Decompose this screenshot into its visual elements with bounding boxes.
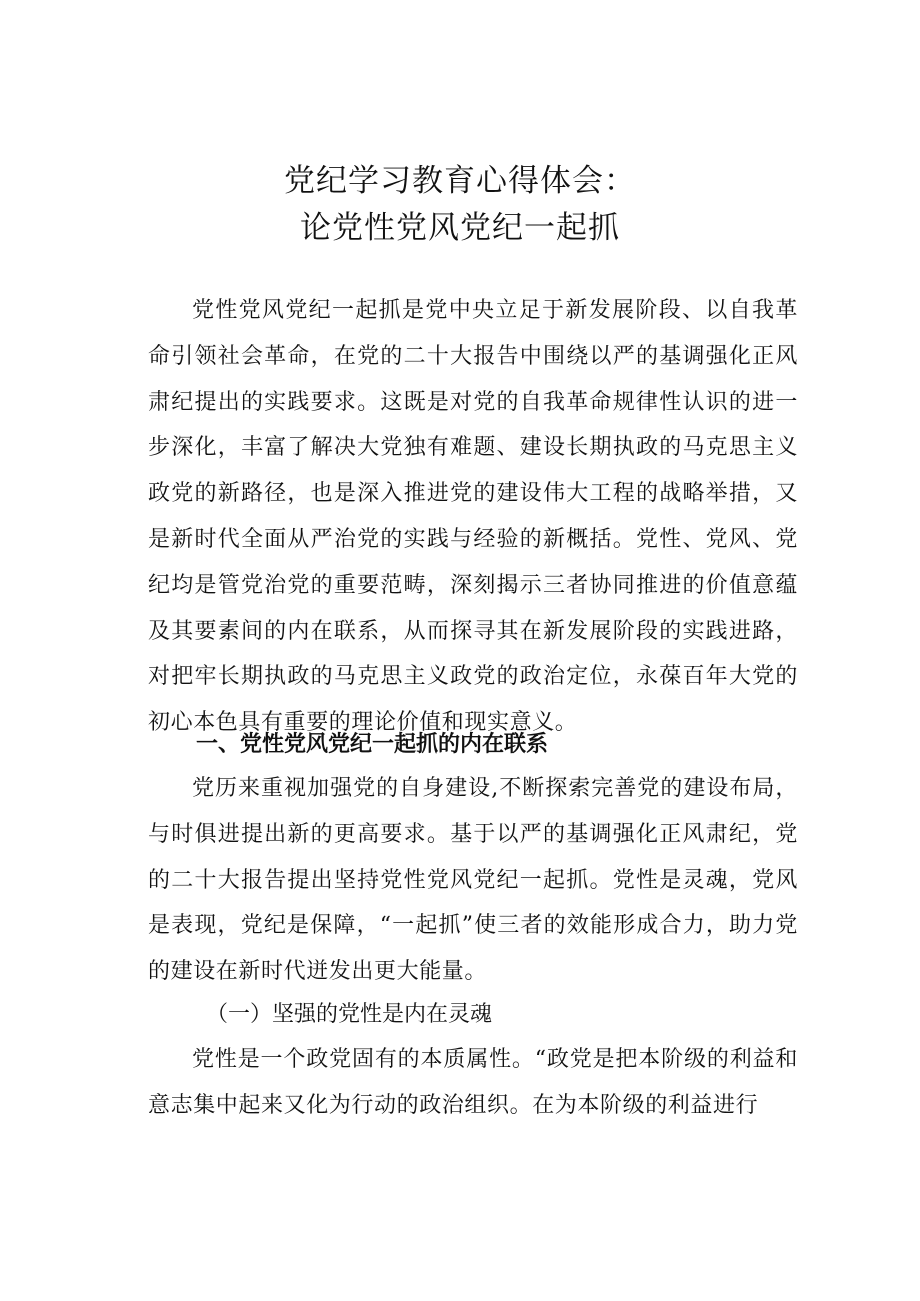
subsection-heading-1: （一）坚强的党性是内在灵魂 — [206, 1002, 493, 1027]
section-heading-1: 一、党性党风党纪一起抓的内在联系 — [196, 732, 549, 757]
document-title-line1: 党纪学习教育心得体会： — [284, 163, 636, 199]
subsection-1-paragraph: 党性是一个政党固有的本质属性。“政党是把本阶级的利益和意志集中起来又化为行动的政治组织。在为本阶级的利益进行 — [148, 1047, 798, 1118]
section-1-paragraph: 党历来重视加强党的自身建设,不断探索完善党的建设布局，与时俱进提出新的更高要求。基于以严的基调强化正风肃纪，党的二十大报告提出坚持党性党风党纪一起抓。党性是灵魂，党风是表现，党纪是保障，“一起抓”使三者的效能形成合力，助力党的建设在新时代迸发出更大能量。 — [148, 776, 798, 985]
intro-paragraph: 党性党风党纪一起抓是党中央立足于新发展阶段、以自我革命引领社会革命，在党的二十大报告中围绕以严的基调强化正风肃纪提出的实践要求。这既是对党的自我革命规律性认识的进一步深化，丰富了解决大党独有难题、建设长期执政的马克思主义政党的新路径，也是深入推进党的建设伟大工程的战略举措，又是新时代全面从严治党的实践与经验的新概括。党性、党风、党纪均是管党治党的重要范畴，深刻揭示三者协同推进的价值意蕴及其要素间的内在联系，从而探寻其在新发展阶段的实践进路，对把牢长期执政的马克思主义政党的政治定位，永葆百年大党的初心本色具有重要的理论价值和现实意义。 — [148, 298, 798, 736]
document-title-line2: 论党性党风党纪一起抓 — [300, 210, 620, 246]
